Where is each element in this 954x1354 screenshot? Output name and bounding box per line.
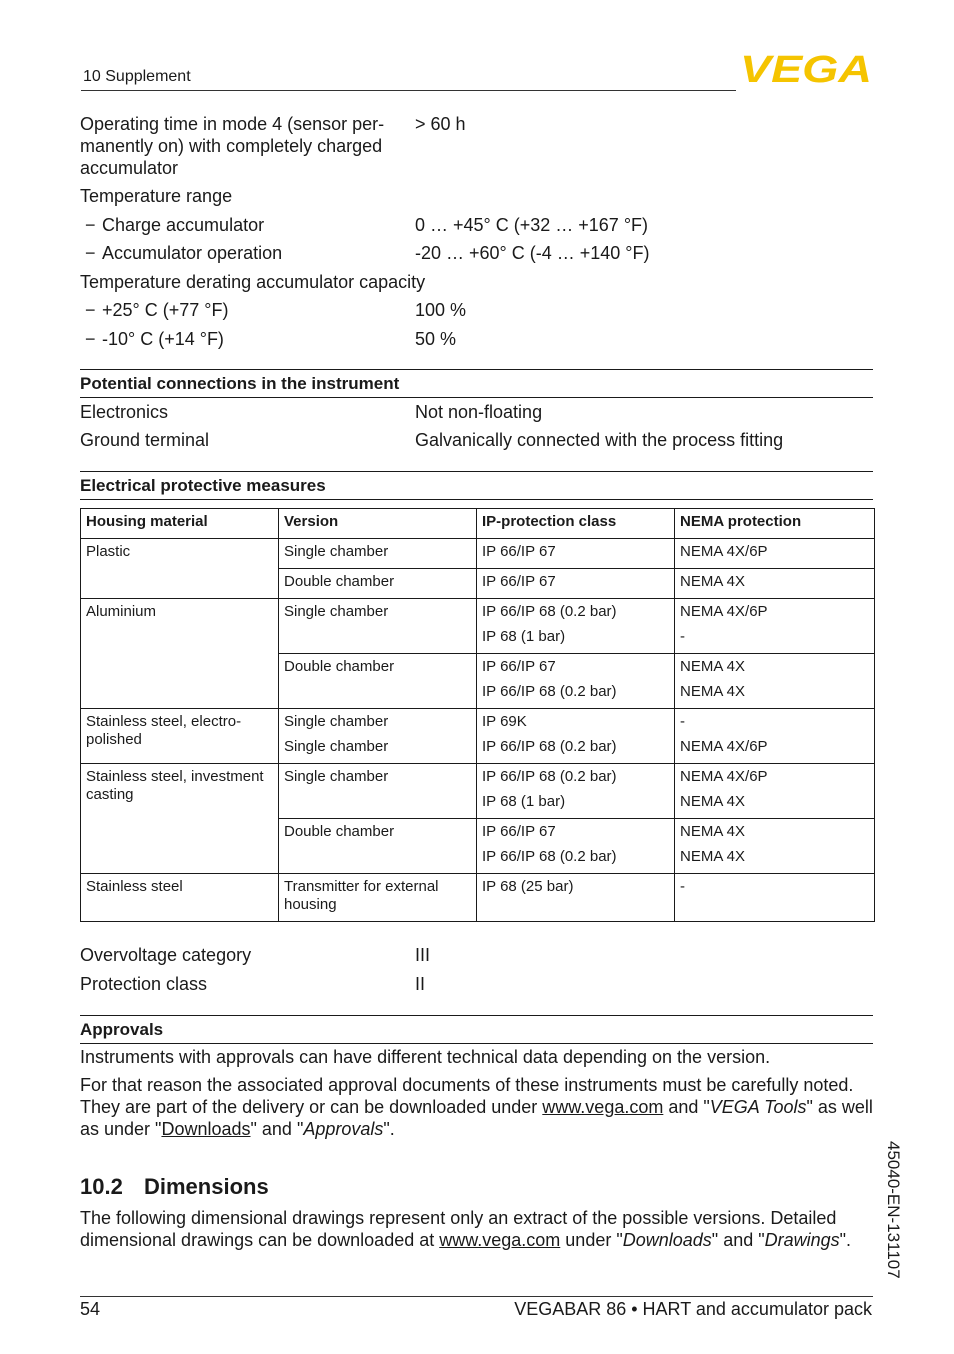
ip-cell: IP 66/IP 68 (0.2 bar) IP 68 (1 bar) [477,764,675,819]
protection-class-label: Protection class [80,974,208,994]
approvals-rule-bottom [80,1043,873,1044]
derating-item-25: − +25° C (+77 °F) [85,300,229,320]
footer-title: VEGABAR 86 • HART and accumulator pack [514,1299,872,1319]
connection-electronics: Electronics [80,402,169,422]
vega-logo [740,52,874,91]
approvals-para-2: For that reason the associated approval documents of these instruments must be carefully noted. They are part of the delivery or can be downloaded under www.vega.com and "VEGA Tools" as well as under "Downloads" and "Approvals". [80,1075,873,1139]
derating-label: Temperature derating accumulator capacity [80,272,426,292]
footer-rule [80,1296,873,1297]
approvals-rule-top [80,1015,873,1016]
material-cell: Stainless steel, electro-polished [81,709,279,764]
ip-cell: IP 66/IP 67 IP 66/IP 68 (0.2 bar) [477,819,675,874]
table-row [81,874,875,922]
nema-cell: - NEMA 4X/6P [675,709,875,764]
version-cell: Single chamber [279,539,477,569]
material-cell: Stainless steel [81,874,279,922]
temp-item-charge: − Charge accumulator [85,215,265,235]
nema-cell: NEMA 4X/6P - [675,599,875,654]
protection-class-value: II [415,974,426,994]
col-housing-material: Housing material [81,509,279,539]
ip-cell: IP 69K IP 66/IP 68 (0.2 bar) [477,709,675,764]
table-row [81,764,875,819]
nema-cell: - [675,874,875,922]
page-number: 54 [80,1299,101,1319]
nema-cell: NEMA 4X [675,569,875,599]
ip-cell: IP 66/IP 67 [477,569,675,599]
table-row [81,709,875,764]
table-header-row [81,509,875,539]
version-cell: Single chamber [279,764,477,819]
derating-item-10-value: 50 % [415,329,457,349]
dimensions-heading: 10.2 Dimensions [80,1174,269,1199]
overvoltage-label: Overvoltage category [80,945,252,965]
overvoltage-value: III [415,945,431,965]
table-row [81,599,875,654]
connections-heading: Potential connections in the instrument [80,374,400,393]
derating-item-25-value: 100 % [415,300,467,320]
material-cell: Aluminium [81,599,279,709]
ip-cell: IP 66/IP 67 IP 66/IP 68 (0.2 bar) [477,654,675,709]
temp-item-charge-value: 0 … +45° C (+32 … +167 °F) [415,215,649,235]
vega-link-dimensions[interactable]: www.vega.com [439,1230,561,1250]
temp-item-operation-value: -20 … +60° C (-4 … +140 °F) [415,243,650,263]
dimensions-para: The following dimensional drawings represent only an extract of the possible versions. Detailed dimensional drawings can be downloaded at www.vega.com under "Downloads" and "Drawings". [80,1208,852,1250]
ip-cell: IP 66/IP 68 (0.2 bar) IP 68 (1 bar) [477,599,675,654]
downloads-link[interactable]: Downloads [161,1119,251,1139]
connection-ground: Ground terminal [80,430,210,450]
material-cell: Plastic [81,539,279,599]
version-cell: Single chamber [279,599,477,654]
connection-electronics-value: Not non-floating [415,402,543,422]
nema-cell: NEMA 4X NEMA 4X [675,654,875,709]
op-time-value: > 60 h [415,114,466,134]
op-time-label: Operating time in mode 4 (sensor per- manently on) with completely charged accumulator [80,114,385,178]
version-cell: Double chamber [279,819,477,874]
version-cell: Transmitter for external housing [279,874,477,922]
col-ip-class: IP-protection class [477,509,675,539]
vega-link[interactable]: www.vega.com [542,1097,664,1117]
nema-cell: NEMA 4X/6P [675,539,875,569]
nema-cell: NEMA 4X NEMA 4X [675,819,875,874]
protective-heading: Electrical protective measures [80,476,326,495]
version-cell: Single chamber Single chamber [279,709,477,764]
ip-cell: IP 68 (25 bar) [477,874,675,922]
temp-range-label: Temperature range [80,186,233,206]
version-cell: Double chamber [279,569,477,599]
approvals-para-1: Instruments with approvals can have different technical data depending on the version. [80,1047,771,1067]
col-version: Version [279,509,477,539]
connections-rule-top [80,369,873,370]
connection-ground-value: Galvanically connected with the process fitting [415,430,784,450]
nema-cell: NEMA 4X/6P NEMA 4X [675,764,875,819]
vega-logo-icon [740,52,874,86]
protective-rule-top [80,471,873,472]
logo-text: VEGA [740,52,872,86]
material-cell: Stainless steel, investment casting [81,764,279,874]
ip-cell: IP 66/IP 67 [477,539,675,569]
col-nema: NEMA protection [675,509,875,539]
temp-item-operation: − Accumulator operation [85,243,283,263]
protective-rule-bottom [80,499,873,500]
connections-rule-bottom [80,397,873,398]
protection-table [80,508,875,922]
version-cell: Double chamber [279,654,477,709]
derating-item-10: − -10° C (+14 °F) [85,329,224,349]
header-section-label: 10 Supplement [83,68,191,85]
table-row [81,539,875,569]
approvals-heading: Approvals [80,1020,164,1039]
header-rule [81,90,736,91]
document-code: 45040-EN-131107 [884,1141,903,1279]
